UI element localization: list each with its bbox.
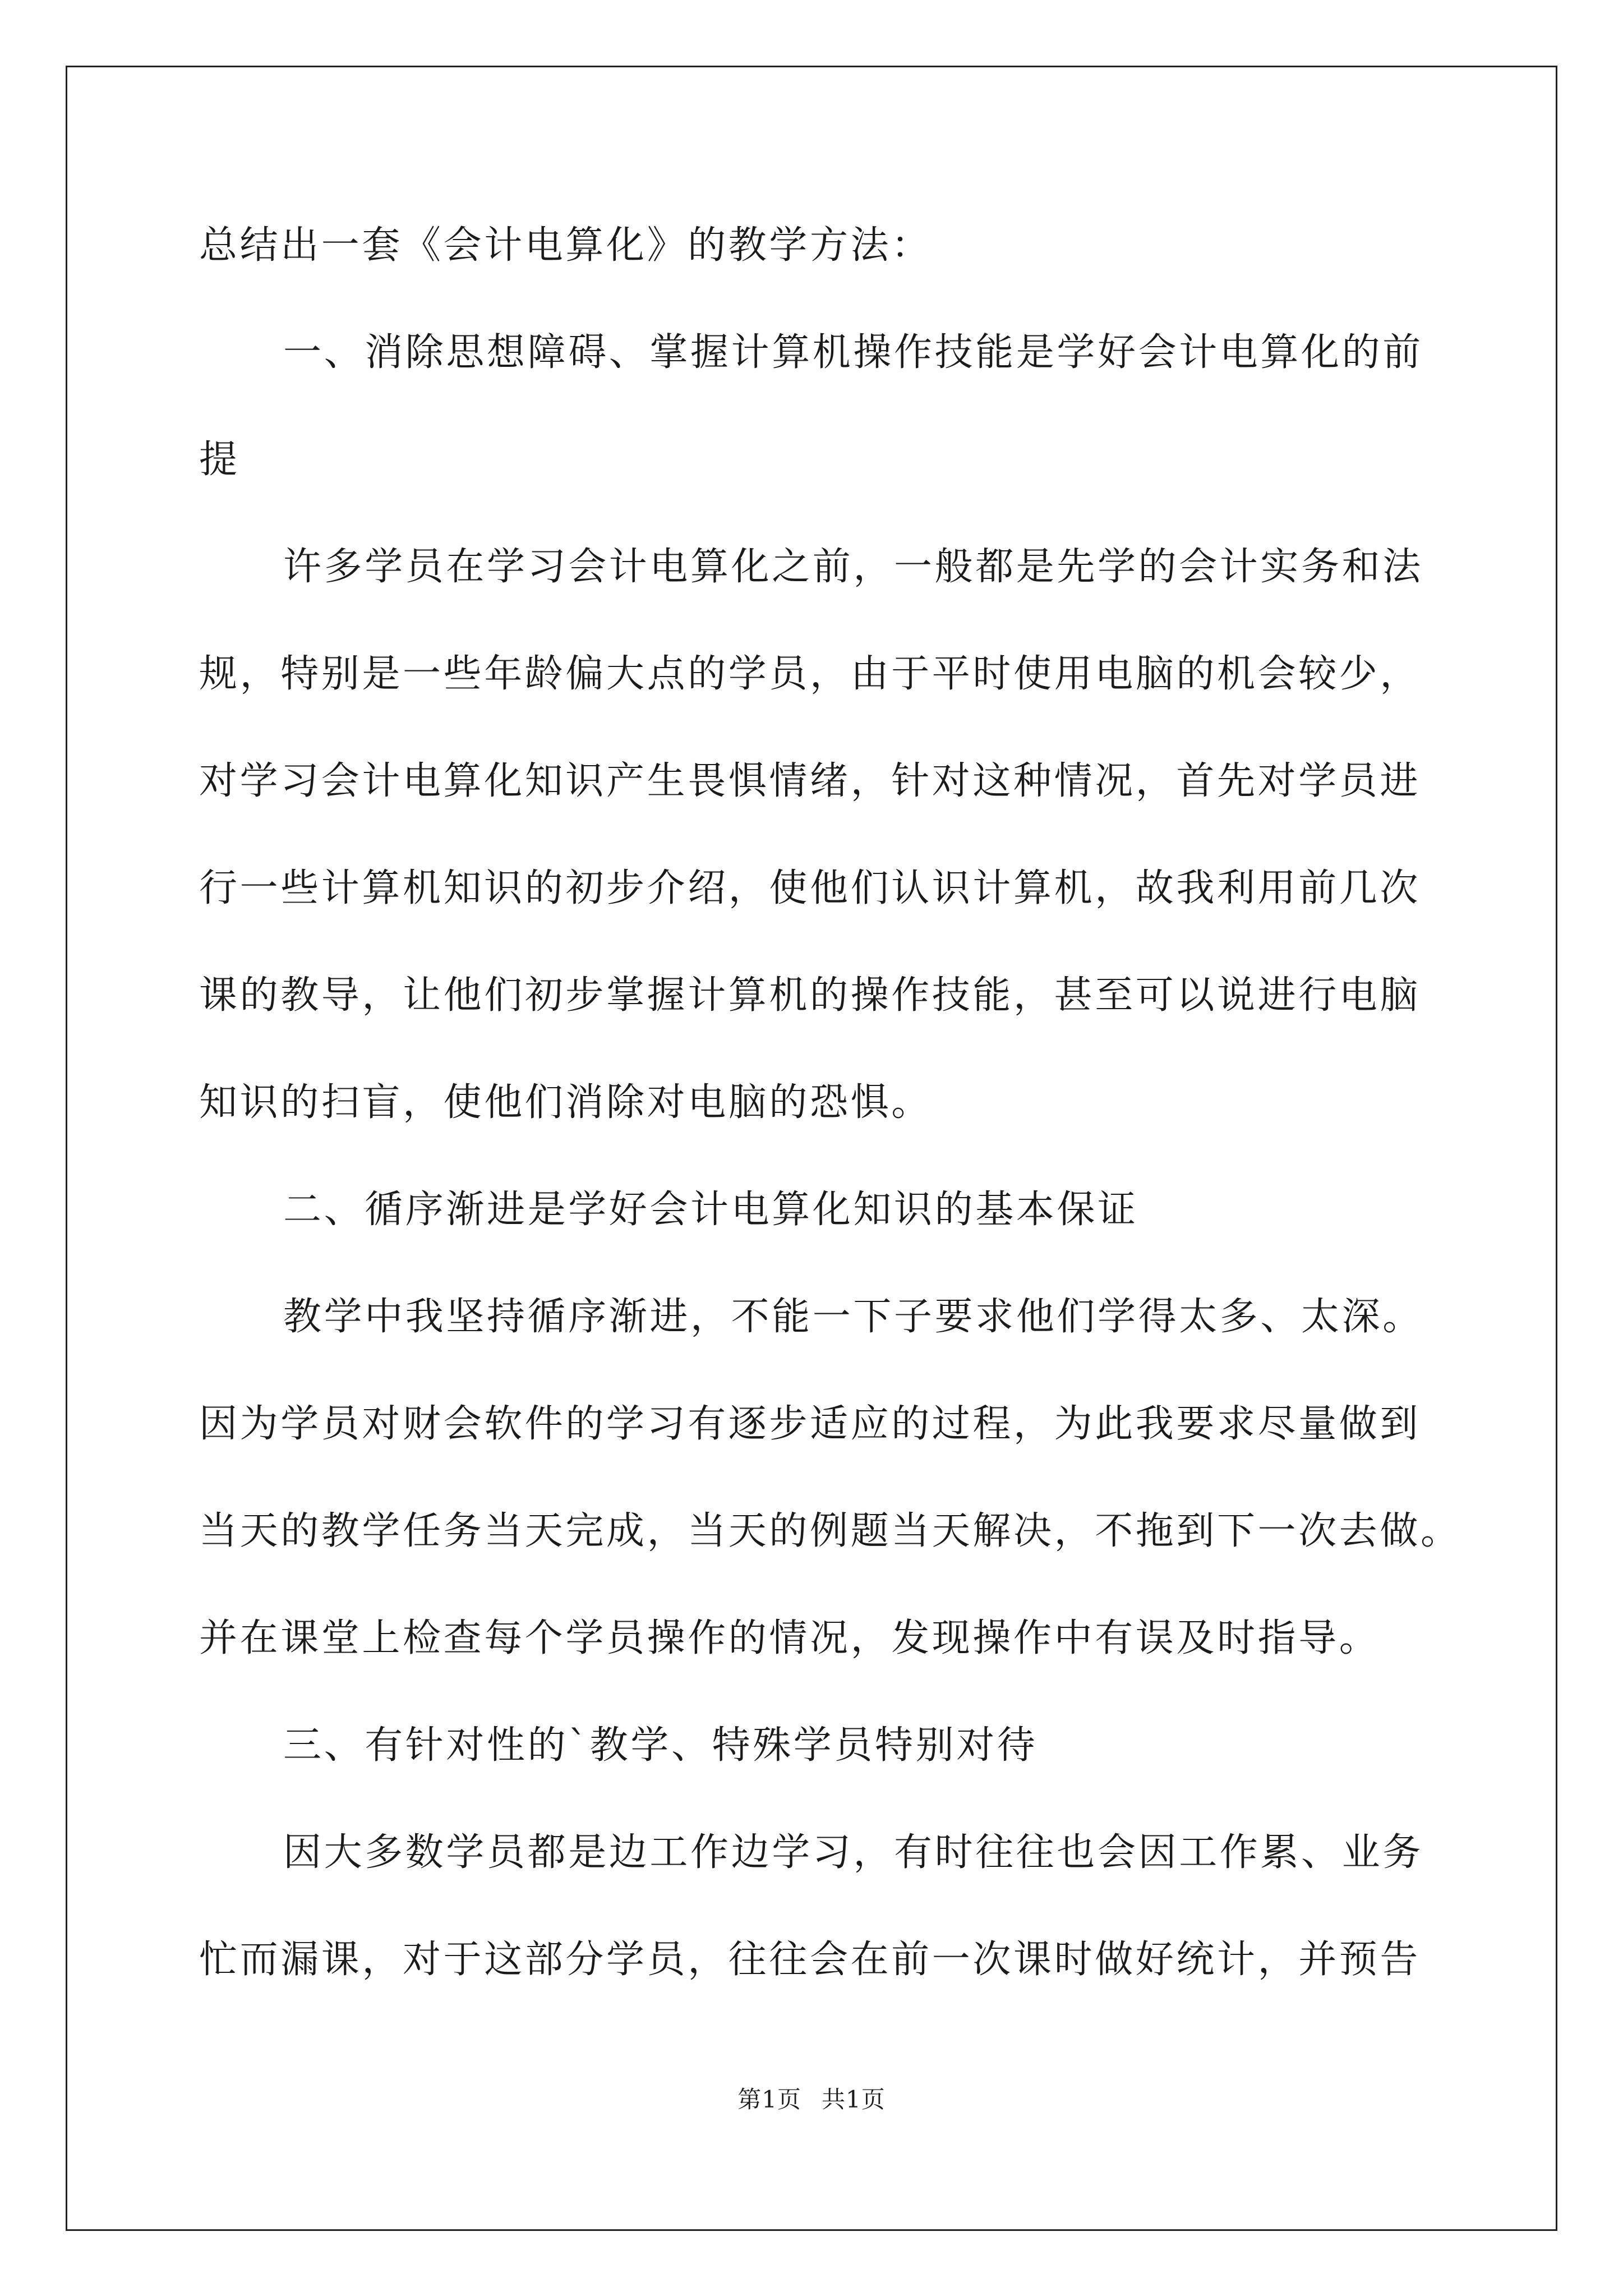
paragraph-line: 当天的教学任务当天完成，当天的例题当天解决，不拖到下一次去做。 bbox=[199, 1509, 1461, 1553]
paragraph-line: 对学习会计电算化知识产生畏惧情绪，针对这种情况，首先对学员进 bbox=[199, 759, 1421, 803]
text-line: 提 bbox=[199, 438, 240, 482]
paragraph-line: 并在课堂上检查每个学员操作的情况，发现操作中有误及时指导。 bbox=[199, 1616, 1380, 1660]
page-total: 共1页 bbox=[822, 2086, 886, 2113]
paragraph-line: 规，特别是一些年龄偏大点的学员，由于平时使用电脑的机会较少， bbox=[199, 652, 1421, 696]
paragraph-line: 课的教导，让他们初步掌握计算机的操作技能，甚至可以说进行电脑 bbox=[199, 973, 1421, 1018]
paragraph-line: 因大多数学员都是边工作边学习，有时往往也会因工作累、业务 bbox=[283, 1830, 1423, 1875]
paragraph-line: 忙而漏课，对于这部分学员，往往会在前一次课时做好统计，并预告 bbox=[199, 1938, 1421, 1982]
page-footer bbox=[0, 2086, 1623, 2114]
paragraph-line: 许多学员在学习会计电算化之前，一般都是先学的会计实务和法 bbox=[283, 545, 1423, 589]
paragraph-line: 因为学员对财会软件的学习有逐步适应的过程，为此我要求尽量做到 bbox=[199, 1402, 1421, 1446]
paragraph-line: 知识的扫盲，使他们消除对电脑的恐惧。 bbox=[199, 1080, 932, 1125]
section-heading: 三、有针对性的`教学、特殊学员特别对待 bbox=[283, 1723, 1038, 1768]
page-border bbox=[66, 66, 1557, 2231]
section-heading: 一、消除思想障碍、掌握计算机操作技能是学好会计电算化的前 bbox=[283, 330, 1423, 375]
text-line: 总结出一套《会计电算化》的教学方法： bbox=[199, 223, 932, 268]
page-number: 第1页 bbox=[737, 2086, 801, 2113]
paragraph-line: 教学中我坚持循序渐进，不能一下子要求他们学得太多、太深。 bbox=[283, 1295, 1423, 1339]
paragraph-line: 行一些计算机知识的初步介绍，使他们认识计算机，故我利用前几次 bbox=[199, 866, 1421, 910]
section-heading: 二、循序渐进是学好会计电算化知识的基本保证 bbox=[283, 1188, 1138, 1232]
